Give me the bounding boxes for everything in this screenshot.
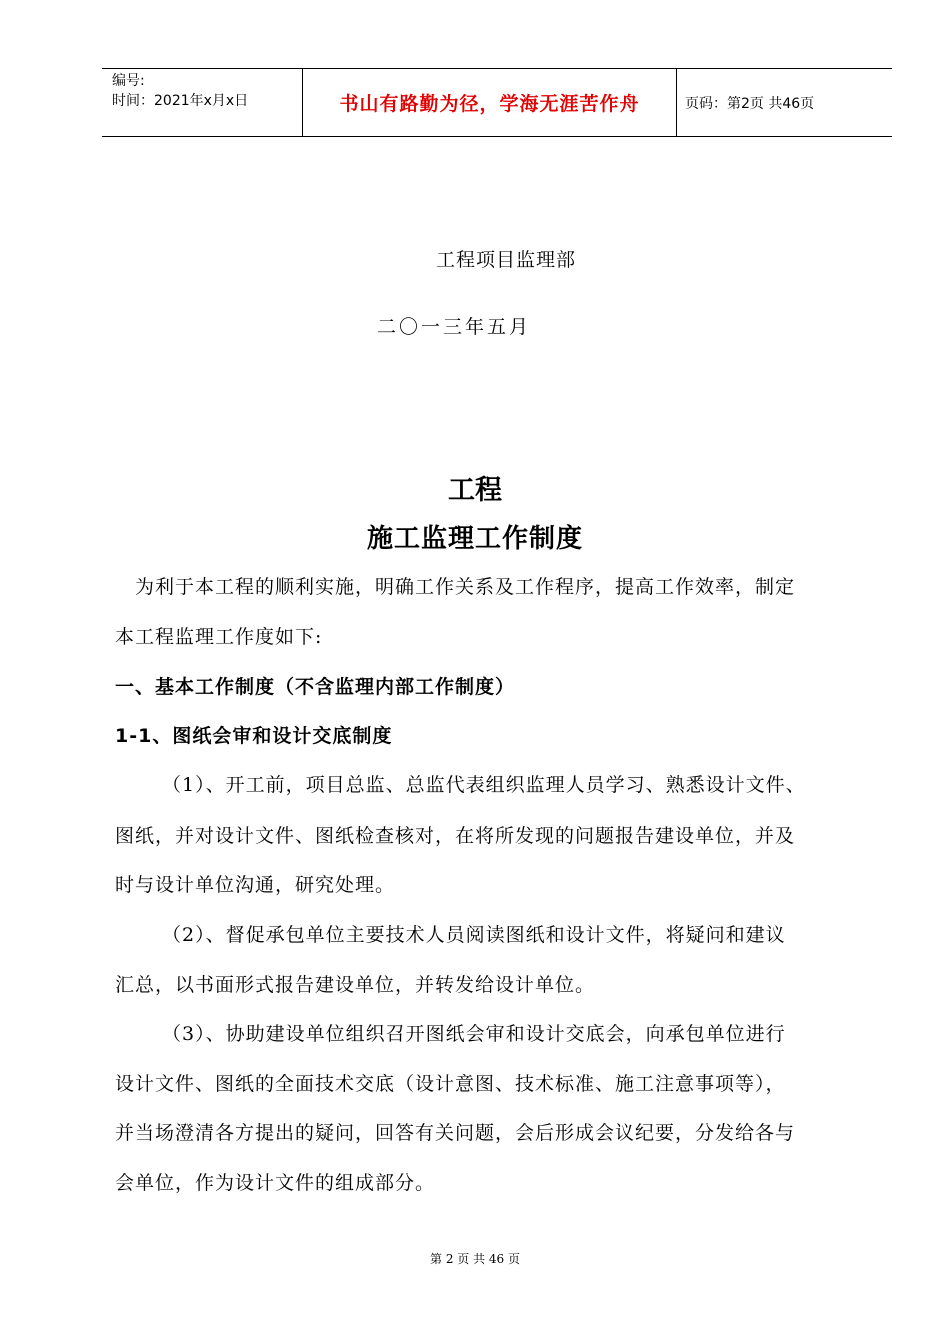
p1-line-2: 图纸，并对设计文件、图纸检查核对，在将所发现的问题报告建设单位，并及 [115, 825, 796, 847]
subsection-heading: 1-1、图纸会审和设计交底制度 [115, 725, 393, 747]
page-footer: 第 2 页 共 46 页 [430, 1252, 520, 1266]
header-meta [102, 69, 303, 136]
intro-line-2: 本工程监理工作度如下: [115, 626, 323, 648]
title-line-2: 施工监理工作制度 [366, 524, 583, 554]
p3-line-3: 并当场澄清各方提出的疑问，回答有关问题，会后形成会议纪要，分发给各与 [115, 1122, 796, 1144]
department-name: 工程项目监理部 [436, 249, 577, 271]
cover-date: 二〇一三年五月 [377, 316, 532, 338]
header-page-info: 页码：第2页 共46页 [685, 95, 815, 112]
p2-line-1: （2）、督促承包单位主要技术人员阅读图纸和设计文件，将疑问和建议 [162, 924, 786, 946]
p1-line-1: （1）、开工前，项目总监、总监代表组织监理人员学习、熟悉设计文件、 [162, 774, 806, 796]
p1-line-3: 时与设计单位沟通，研究处理。 [115, 874, 396, 896]
p3-line-1: （3）、协助建设单位组织召开图纸会审和设计交底会，向承包单位进行 [162, 1023, 786, 1045]
p3-line-2: 设计文件、图纸的全面技术交底（设计意图、技术标准、施工注意事项等）， [115, 1073, 786, 1095]
intro-line-1: 为利于本工程的顺利实施，明确工作关系及工作程序，提高工作效率，制定 [135, 576, 796, 598]
time-label: 时间：2021年x月x日 [112, 93, 249, 109]
section-1-heading: 一、基本工作制度（不含监理内部工作制度） [115, 676, 516, 698]
p3-line-4: 会单位，作为设计文件的组成部分。 [115, 1172, 436, 1194]
p2-line-2: 汇总，以书面形式报告建设单位，并转发给设计单位。 [115, 974, 596, 996]
number-label: 编号: [112, 73, 145, 89]
page-header [102, 68, 892, 137]
title-line-1: 工程 [448, 475, 502, 506]
header-motto: 书山有路勤为径，学海无涯苦作舟 [303, 69, 677, 136]
